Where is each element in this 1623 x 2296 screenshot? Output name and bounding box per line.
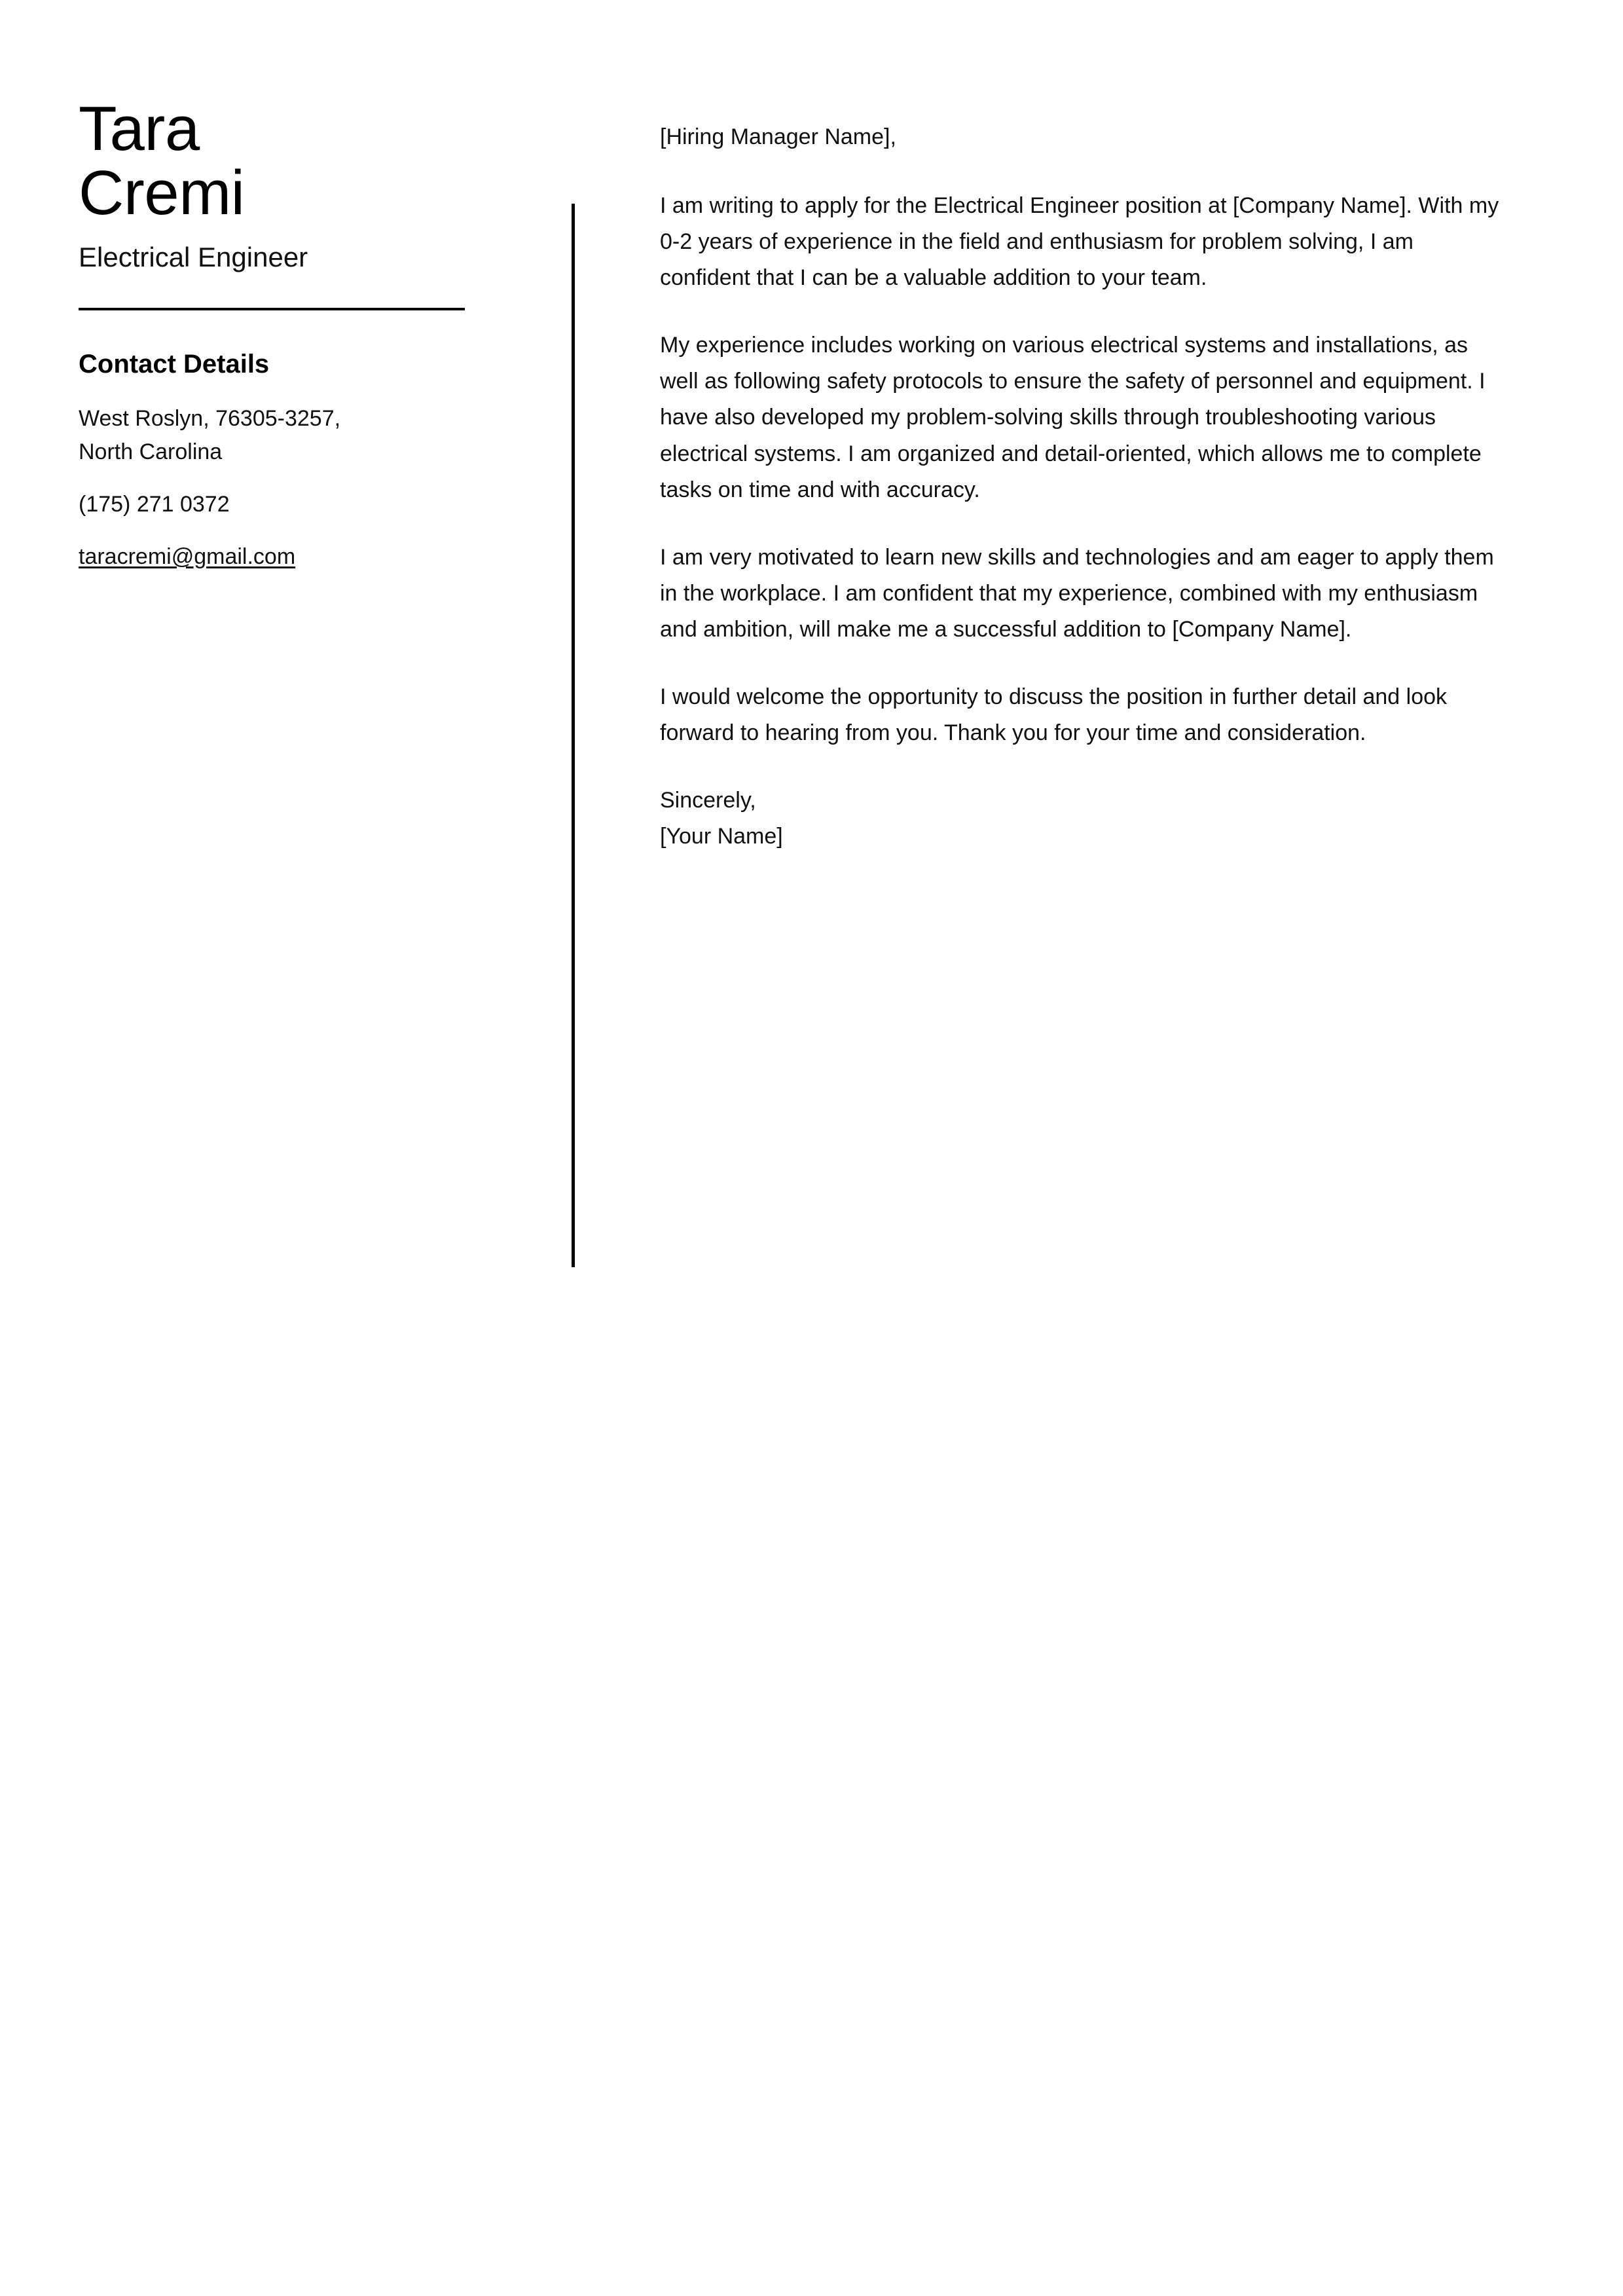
- applicant-first-name: Tara: [79, 94, 200, 164]
- sidebar-divider-rule: [79, 308, 465, 310]
- contact-details-heading: Contact Details: [79, 350, 270, 379]
- contact-email-link[interactable]: taracremi@gmail.com: [79, 544, 296, 570]
- sidebar: [79, 94, 471, 573]
- contact-phone: (175) 271 0372: [79, 491, 230, 517]
- contact-details-list: [79, 402, 471, 573]
- letter-body: [660, 119, 1504, 855]
- job-title: Electrical Engineer: [79, 241, 308, 272]
- closing-name: [Your Name]: [660, 824, 783, 849]
- letter-paragraph-2: My experience includes working on various electrical systems and installations, as well as following safety protocols to ensure the safety of personnel and equipment. I have also developed my problem-solving skills through troubleshooting various electrical systems. I am organized and detail-oriented, which allows me to complete tasks on time and with accuracy.: [660, 333, 1486, 502]
- letter-closing: [660, 783, 1504, 855]
- letter-paragraph-4: I would welcome the opportunity to discuss the position in further detail and look forward to hearing from you. Thank you for your time and consideration.: [660, 684, 1448, 746]
- address-line-1: West Roslyn, 76305-3257,: [79, 406, 341, 432]
- letter-paragraph-3: I am very motivated to learn new skills and technologies and am eager to apply them in the workplace. I am confident that my experience, combined with my enthusiasm and ambition, will make me a successful addition to [Company Name].: [660, 544, 1494, 642]
- applicant-name: [79, 94, 471, 228]
- applicant-last-name: Cremi: [79, 157, 245, 228]
- closing-salutation: Sincerely,: [660, 788, 756, 813]
- address-line-2: North Carolina: [79, 439, 223, 464]
- contact-address: [79, 402, 471, 468]
- column-divider-rule: [572, 204, 575, 1267]
- letter-salutation: [Hiring Manager Name],: [660, 124, 896, 149]
- letter-paragraph-1: I am writing to apply for the Electrical Engineer position at [Company Name]. With my 0-2 years of experience in the field and enthusiasm for problem solving, I am confident that I can be a valuable addition to your team.: [660, 193, 1499, 291]
